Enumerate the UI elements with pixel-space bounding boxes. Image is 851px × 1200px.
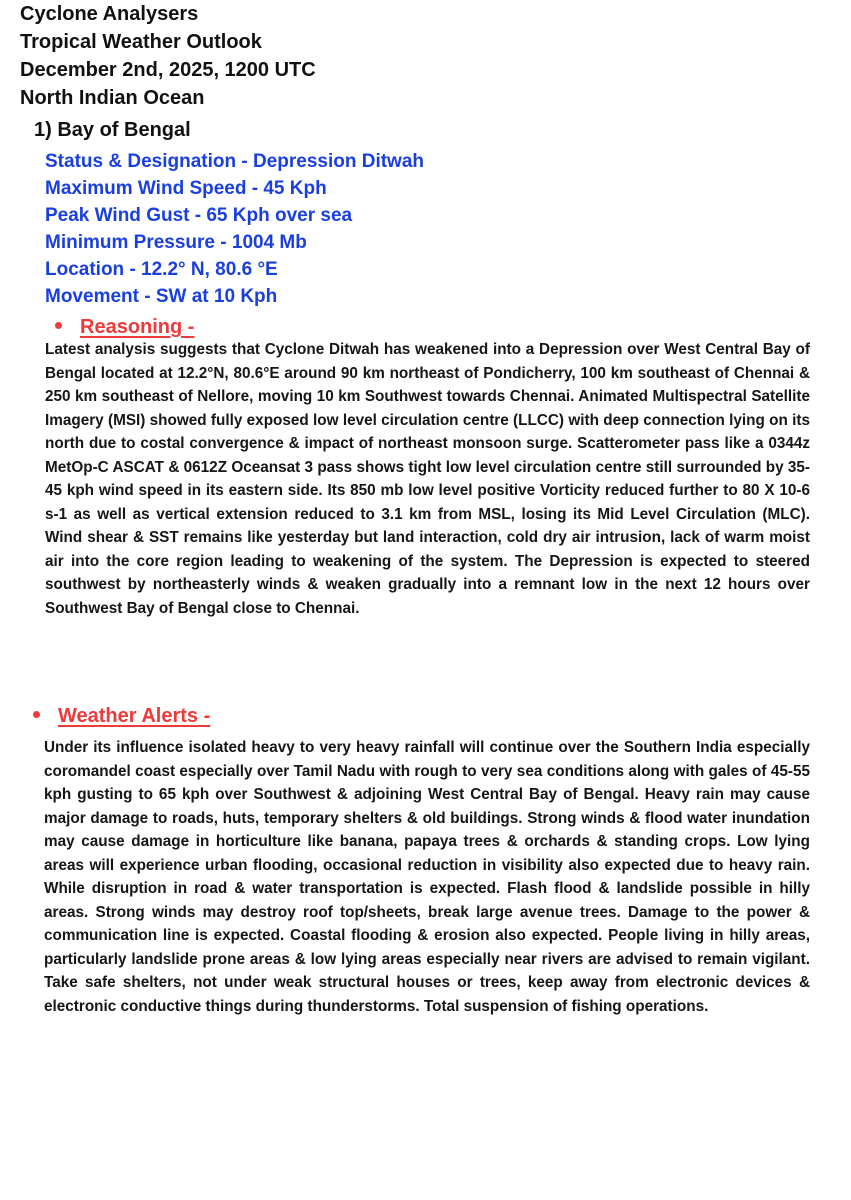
movement-line: Movement - SW at 10 Kph xyxy=(45,286,278,307)
min-pressure-line: Minimum Pressure - 1004 Mb xyxy=(45,232,307,253)
region-name: North Indian Ocean xyxy=(20,87,205,109)
reasoning-heading-label: Reasoning - xyxy=(80,316,195,338)
document-header xyxy=(20,0,316,112)
weather-alerts-heading xyxy=(33,703,210,729)
reasoning-heading xyxy=(55,314,194,340)
max-wind-line: Maximum Wind Speed - 45 Kph xyxy=(45,178,327,199)
location-line: Location - 12.2° N, 80.6 °E xyxy=(45,259,278,280)
storm-details xyxy=(45,148,424,310)
issue-date: December 2nd, 2025, 1200 UTC xyxy=(20,59,316,81)
peak-gust-line: Peak Wind Gust - 65 Kph over sea xyxy=(45,205,353,226)
reasoning-paragraph: Latest analysis suggests that Cyclone Ditwah has weakened into a Depression over West Central Bay of Bengal located at 12.2°N, 80.6°E around 90 km northeast of Pondicherry, 100 km southeast of Chennai & 250 km southeast of Nellore, moving 10 km Southwest towards Chennai. Animated Multispectral Satellite Imagery (MSI) showed fully exposed low level circulation centre (LLCC) with deep connection lying on its north due to costal convergence & impact of northeast monsoon surge. Scatterometer pass like a 0344z MetOp-C ASCAT & 0612Z Oceansat 3 pass shows tight low level circulation centre still surrounded by 35-45 kph wind speed in its eastern side. Its 850 mb low level positive Vorticity reduced further to 80 X 10-6 s-1 as well as vertical extension reduced to 3.1 km from MSL, losing its Mid Level Circulation (MLC). Wind shear & SST remains like yesterday but land interaction, cold dry air intrusion, lack of warm moist air into the core region leading to weakening of the system. The Depression is expected to steered southwest by northeasterly winds & weaken gradually into a remnant low in the next 12 hours over Southwest Bay of Bengal close to Chennai. xyxy=(45,341,810,617)
document-title: Tropical Weather Outlook xyxy=(20,31,262,53)
weather-alerts-heading-label: Weather Alerts - xyxy=(58,705,211,727)
status-line: Status & Designation - Depression Ditwah xyxy=(45,151,424,172)
weather-alerts-paragraph: Under its influence isolated heavy to very heavy rainfall will continue over the Southern India especially coromandel coast especially over Tamil Nadu with rough to very sea conditions along with gales of 45-55 kph gusting to 65 kph over Southwest & adjoining West Central Bay of Bengal. Heavy rain may cause major damage to roads, huts, temporary shelters & old buildings. Strong winds & flood water inundation may cause damage in horticulture like banana, papaya trees & orchards & standing crops. Low lying areas will experience urban flooding, occasional reduction in visibility also expected due to heavy rain. While disruption in road & water transportation is expected. Flash flood & landslide possible in hilly areas. Strong winds may destroy roof top/sheets, break large avenue trees. Damage to the power & communication line is expected. Coastal flooding & erosion also expected. People living in hilly areas, particularly landslide prone areas & low lying areas especially near rivers are advised to remain vigilant. Take safe shelters, not under weak structural houses or trees, keep away from electronic devices & electronic conductive things during thunderstorms. Total suspension of fishing operations. xyxy=(44,739,810,1015)
bullet-icon xyxy=(33,711,40,718)
org-name: Cyclone Analysers xyxy=(20,3,199,25)
bullet-icon xyxy=(55,322,62,329)
section-title: 1) Bay of Bengal xyxy=(34,119,191,141)
